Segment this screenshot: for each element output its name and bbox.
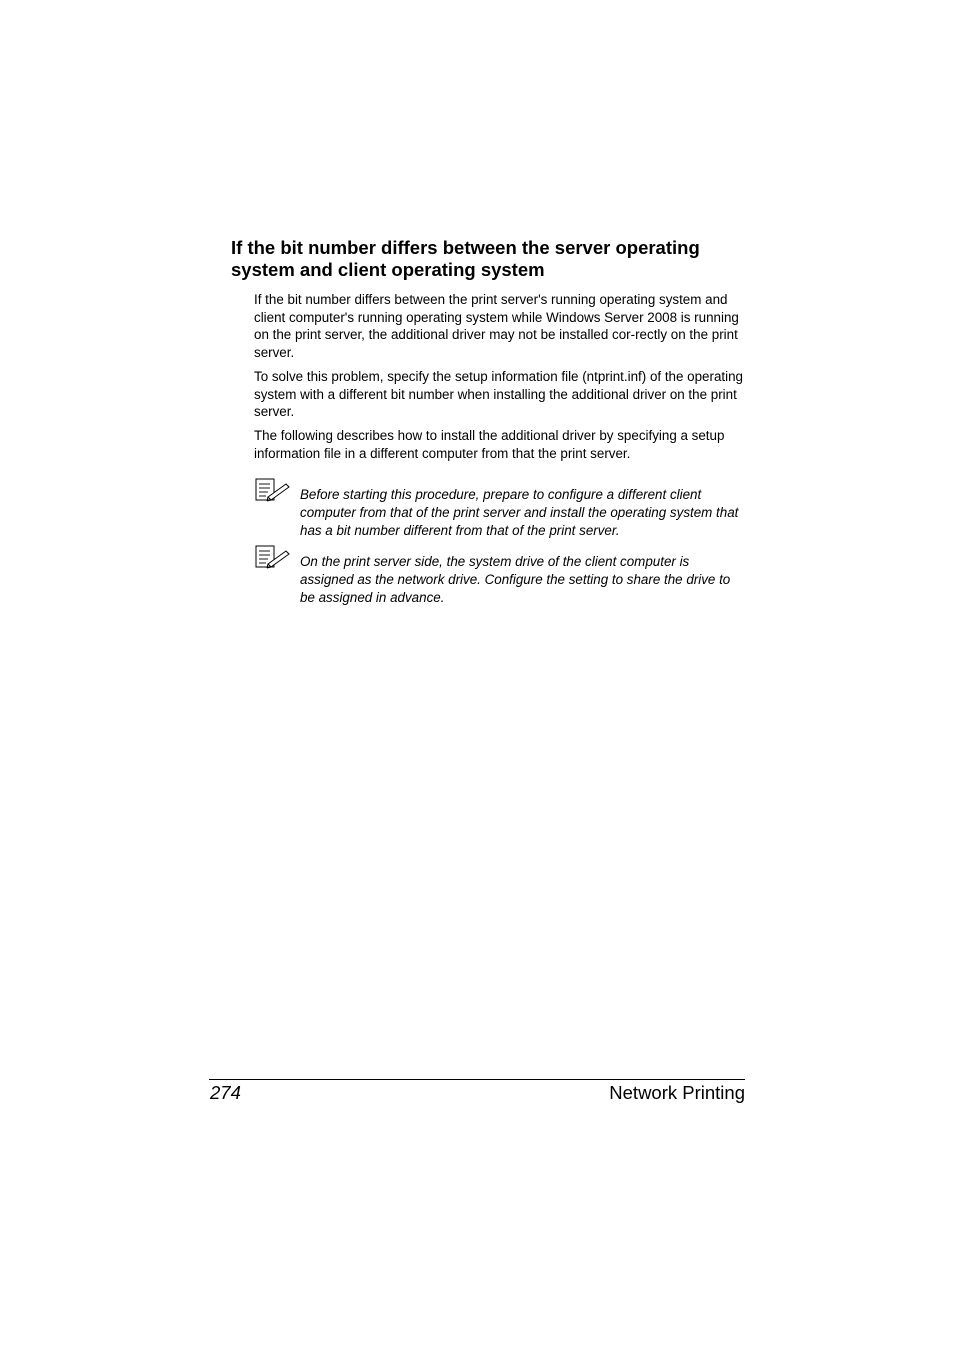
body-paragraph: To solve this problem, specify the setup information file (ntprint.inf) of the operating system with a different bit number when installing the additional driver on the print server. [254, 368, 744, 420]
note-pencil-icon [255, 545, 291, 569]
footer-divider [209, 1079, 745, 1080]
body-paragraph: The following describes how to install the additional driver by specifying a setup information file in a different computer from that the print server. [254, 427, 725, 461]
note-text: On the print server side, the system drive of the client computer is assigned as the network drive. Configure the setting to share the drive to be assigned in advance. [300, 554, 731, 605]
section-body [254, 291, 746, 607]
footer-section-title: Network Printing [609, 1082, 745, 1103]
section-heading: If the bit number differs between the server operating system and client operating system [231, 237, 700, 280]
note-pencil-icon [255, 478, 291, 502]
page-number: 274 [210, 1082, 241, 1103]
note-block [254, 553, 746, 606]
note-block [254, 486, 746, 539]
body-paragraph: If the bit number differs between the print server's running operating system and client computer's running operating system while Windows Server 2008 is running on the print server, the additional driver may not be installed cor-rectly on the print server. [254, 292, 739, 361]
note-text: Before starting this procedure, prepare to configure a different client computer from that of the print server and install the operating system that has a bit number different from that of the print server. [300, 487, 739, 538]
